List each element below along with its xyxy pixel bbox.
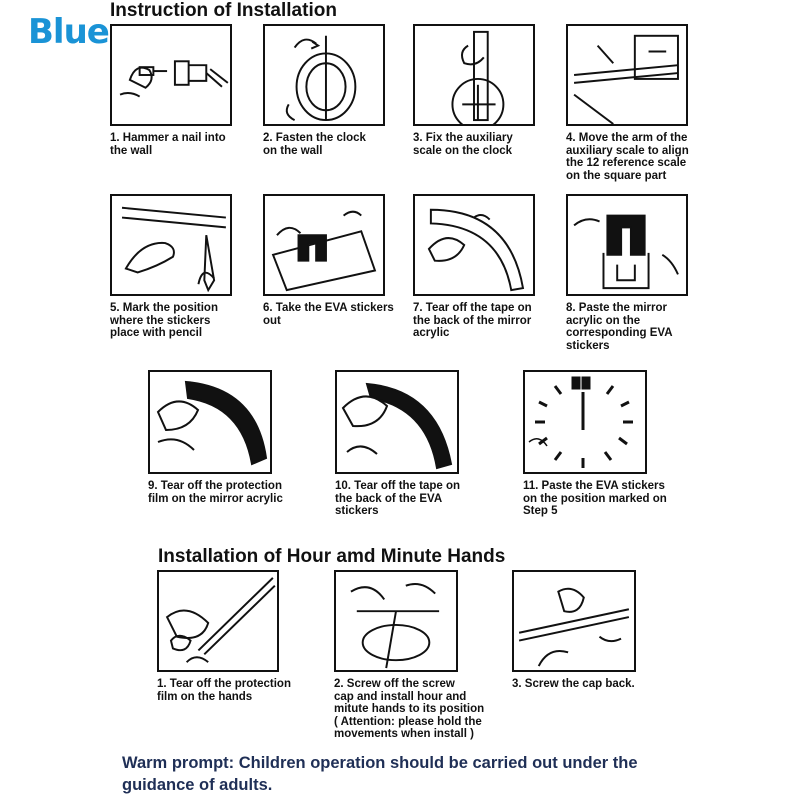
clock-face-icon	[523, 370, 647, 474]
screw-cap-icon	[512, 570, 636, 672]
hand-step-caption: 2. Screw off the screw cap and install hour and mitute hands to its position ( Attention: please hold the movements when install )	[334, 678, 485, 740]
hand-step-card	[157, 570, 327, 703]
fasten-clock-icon	[263, 24, 385, 126]
step-card	[335, 370, 505, 518]
step-card	[566, 194, 711, 352]
step-card	[110, 194, 250, 340]
step-caption: 1. Hammer a nail into the wall	[110, 132, 226, 157]
hammer-nail-icon	[110, 24, 232, 126]
step-card	[263, 24, 403, 157]
hand-step-caption: 3. Screw the cap back.	[512, 678, 635, 690]
step-caption: 4. Move the arm of the auxiliary scale to align the 12 reference scale on the square part	[566, 132, 689, 182]
step-caption: 2. Fasten the clock on the wall	[263, 132, 366, 157]
step-caption: 3. Fix the auxiliary scale on the clock	[413, 132, 513, 157]
protection-film-icon	[148, 370, 272, 474]
step-card	[110, 24, 250, 157]
step-caption: 5. Mark the position where the stickers place with pencil	[110, 302, 218, 339]
step-card	[566, 24, 711, 182]
auxiliary-scale-icon	[413, 24, 535, 126]
hand-step-card	[334, 570, 509, 741]
step-card	[413, 194, 558, 340]
step-card	[413, 24, 553, 157]
hand-step-card	[512, 570, 687, 691]
step-card	[263, 194, 413, 327]
hands-section-title: Installation of Hour amd Minute Hands	[158, 546, 506, 567]
warm-prompt: Warm prompt: Children operation should be carried out under the guidance of adults.	[122, 754, 638, 794]
step-caption: 10. Tear off the tape on the back of the EVA stickers	[335, 480, 461, 517]
step-caption: 8. Paste the mirror acrylic on the corresponding EVA stickers	[566, 302, 673, 352]
page-title: Instruction of Installation	[110, 0, 337, 21]
hands-film-icon	[157, 570, 279, 672]
eva-tape-icon	[335, 370, 459, 474]
install-hands-icon	[334, 570, 458, 672]
paste-mirror-icon	[566, 194, 688, 296]
pencil-mark-icon	[110, 194, 232, 296]
step-caption: 6. Take the EVA stickers out	[263, 302, 394, 327]
brand-logo: Blue	[28, 12, 109, 52]
eva-stickers-icon	[263, 194, 385, 296]
hand-step-caption: 1. Tear off the protection film on the hands	[157, 678, 291, 703]
step-card	[148, 370, 318, 505]
step-card	[523, 370, 693, 518]
step-caption: 11. Paste the EVA stickers on the position marked on Step 5	[523, 480, 667, 517]
step-caption: 9. Tear off the protection film on the mirror acrylic	[148, 480, 283, 505]
step-caption: 7. Tear off the tape on the back of the mirror acrylic	[413, 302, 532, 339]
align-scale-icon	[566, 24, 688, 126]
tear-tape-icon	[413, 194, 535, 296]
